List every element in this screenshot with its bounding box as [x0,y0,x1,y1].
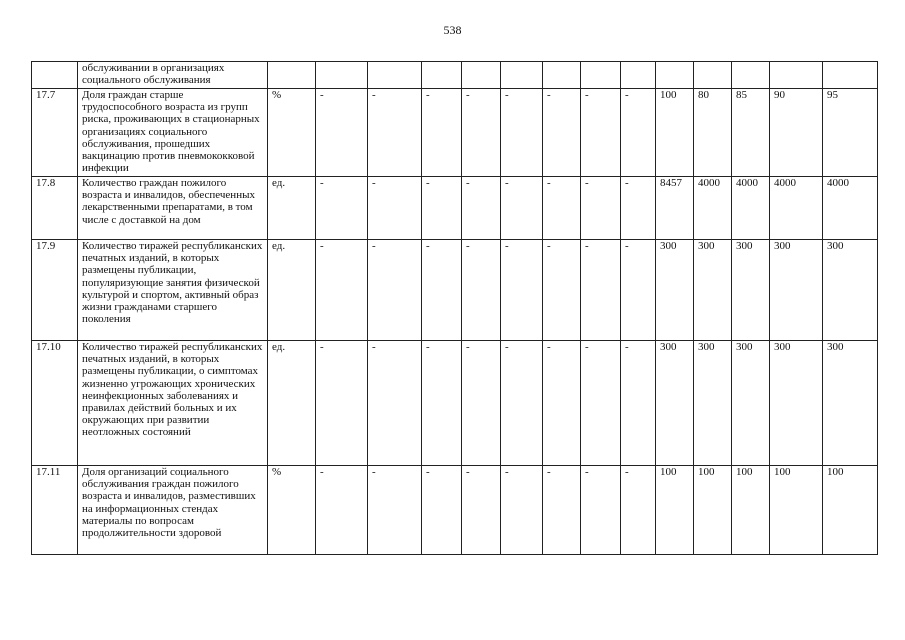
row-description-cell: Доля граждан старше трудоспособного возраста из групп риска, проживающих в стационарных организациях социального обслуживания, прошедших вакцинацию против пневмококковой инфекции [78,89,268,177]
dash-cell: - [368,177,422,240]
indicators-table [31,61,878,555]
empty-cell [694,62,732,89]
value-cell: 90 [770,89,823,177]
row-description-cell: Количество граждан пожилого возраста и инвалидов, обеспеченных лекарственными препаратами, в том числе с доставкой на дом [78,177,268,240]
dash-cell: - [543,89,581,177]
value-cell: 4000 [694,177,732,240]
value-cell: 300 [732,341,770,466]
value-cell: 100 [656,89,694,177]
dash-cell: - [316,177,368,240]
dash-cell: - [543,177,581,240]
row-description-cell: Доля организаций социального обслуживания граждан пожилого возраста и инвалидов, разместивших на информационных стендах материалы по вопросам продолжительности здоровой [78,466,268,555]
table-row [32,240,878,341]
row-id-cell: 17.10 [32,341,78,466]
dash-cell: - [422,341,462,466]
value-cell: 4000 [732,177,770,240]
page-number: 538 [443,23,462,37]
empty-cell [462,62,501,89]
table-row [32,341,878,466]
row-unit-cell: ед. [268,240,316,341]
value-cell: 100 [770,466,823,555]
dash-cell: - [368,341,422,466]
dash-cell: - [543,341,581,466]
row-id-cell: 17.9 [32,240,78,341]
row-unit-cell: % [268,466,316,555]
dash-cell: - [581,177,621,240]
dash-cell: - [621,89,656,177]
empty-cell [621,62,656,89]
row-id-cell [32,62,78,89]
empty-cell [501,62,543,89]
empty-cell [422,62,462,89]
dash-cell: - [621,177,656,240]
dash-cell: - [501,89,543,177]
dash-cell: - [581,466,621,555]
value-cell: 300 [770,240,823,341]
value-cell: 300 [656,341,694,466]
value-cell: 300 [694,341,732,466]
empty-cell [732,62,770,89]
dash-cell: - [462,177,501,240]
value-cell: 8457 [656,177,694,240]
dash-cell: - [621,240,656,341]
value-cell: 95 [823,89,878,177]
row-id-cell: 17.7 [32,89,78,177]
value-cell: 300 [656,240,694,341]
dash-cell: - [581,89,621,177]
table-row [32,466,878,555]
dash-cell: - [422,466,462,555]
value-cell: 85 [732,89,770,177]
row-unit-cell: ед. [268,341,316,466]
row-id-cell: 17.11 [32,466,78,555]
empty-cell [368,62,422,89]
value-cell: 80 [694,89,732,177]
value-cell: 4000 [823,177,878,240]
row-id-cell: 17.8 [32,177,78,240]
value-cell: 100 [732,466,770,555]
dash-cell: - [501,240,543,341]
row-unit-cell: % [268,89,316,177]
value-cell: 300 [770,341,823,466]
dash-cell: - [462,240,501,341]
row-description-cell: Количество тиражей республиканских печатных изданий, в которых размещены публикации, о симптомах жизненно угрожающих хронических неинфекционных заболеваниях и правилах действий больных и их окружающих при развитии неотложных состояний [78,341,268,466]
dash-cell: - [368,466,422,555]
value-cell: 4000 [770,177,823,240]
dash-cell: - [368,89,422,177]
row-unit-cell: ед. [268,177,316,240]
table-row [32,89,878,177]
empty-cell [656,62,694,89]
empty-cell [316,62,368,89]
empty-cell [543,62,581,89]
value-cell: 100 [823,466,878,555]
value-cell: 300 [823,341,878,466]
row-description-cell: Количество тиражей республиканских печатных изданий, в которых размещены публикации, популяризующие занятия физической культурой и спортом, активный образ жизни гражданами старшего поколения [78,240,268,341]
empty-cell [581,62,621,89]
dash-cell: - [501,466,543,555]
dash-cell: - [368,240,422,341]
dash-cell: - [543,466,581,555]
dash-cell: - [422,177,462,240]
dash-cell: - [422,89,462,177]
dash-cell: - [581,240,621,341]
table-row-continuation [32,62,878,89]
row-description-cell: обслуживании в организациях социального обслуживания [78,62,268,89]
dash-cell: - [462,466,501,555]
dash-cell: - [316,341,368,466]
dash-cell: - [316,89,368,177]
dash-cell: - [462,89,501,177]
value-cell: 100 [656,466,694,555]
dash-cell: - [543,240,581,341]
empty-cell [823,62,878,89]
dash-cell: - [462,341,501,466]
empty-cell [770,62,823,89]
dash-cell: - [316,240,368,341]
table-row [32,177,878,240]
dash-cell: - [581,341,621,466]
dash-cell: - [316,466,368,555]
dash-cell: - [422,240,462,341]
dash-cell: - [501,341,543,466]
value-cell: 300 [823,240,878,341]
dash-cell: - [501,177,543,240]
dash-cell: - [621,341,656,466]
row-unit-cell [268,62,316,89]
dash-cell: - [621,466,656,555]
value-cell: 300 [732,240,770,341]
value-cell: 300 [694,240,732,341]
value-cell: 100 [694,466,732,555]
